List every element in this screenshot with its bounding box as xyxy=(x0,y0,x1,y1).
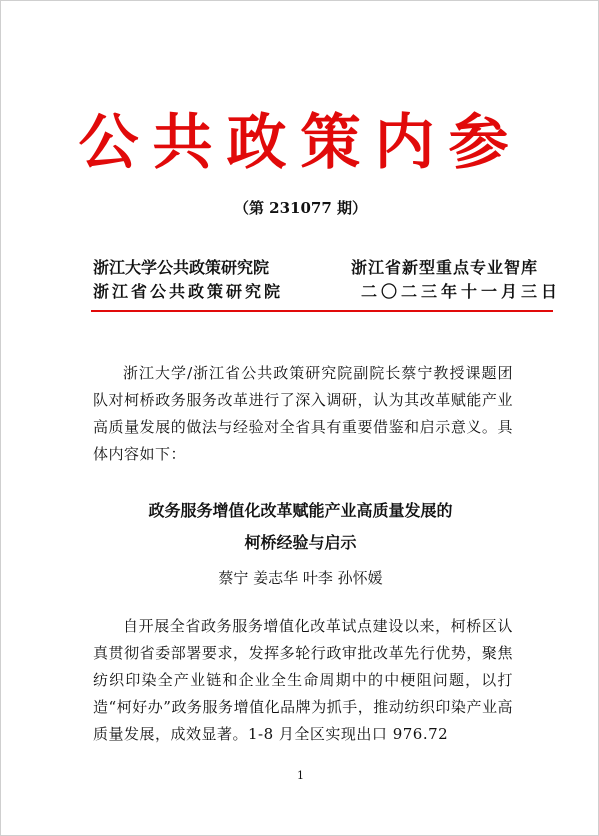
publication-date: 二〇二三年十一月三日 xyxy=(361,282,562,301)
intro-paragraph: 浙江大学/浙江省公共政策研究院副院长蔡宁教授课题团队对柯桥政务服务改革进行了深入调研，认为其改革赋能产业高质量发展的做法与经验对全省具有重要借鉴和启示意义。具体内容如下： xyxy=(93,364,513,463)
masthead-title: 公共政策内参 xyxy=(78,108,523,178)
author-list: 蔡宁 姜志华 叶李 孙怀媛 xyxy=(218,569,383,587)
publisher-left-2: 浙江省公共政策研究院 xyxy=(93,282,284,301)
article-title-line-2: 柯桥经验与启示 xyxy=(244,533,357,552)
page-number: 1 xyxy=(297,769,304,782)
issue-number: （第 231077 期） xyxy=(233,199,368,217)
article-title-line-1: 政务服务增值化改革赋能产业高质量发展的 xyxy=(148,501,453,520)
publisher-left-1: 浙江大学公共政策研究院 xyxy=(93,258,270,277)
publisher-right-1: 浙江省新型重点专业智库 xyxy=(351,258,539,277)
body-paragraph: 自开展全省政务服务增值化改革试点建设以来，柯桥区认真贯彻省委部署要求，发挥多轮行政审批改革先行优势，聚焦纺织印染全产业链和企业全生命周期中的中梗阻问题，以打造“柯好办”政务服务增值化品牌为抓手，推动纺织印染产业高质量发展，成效显著。1-8 月全区实现出口 976.72 xyxy=(93,617,513,743)
red-divider-rule xyxy=(91,310,553,312)
